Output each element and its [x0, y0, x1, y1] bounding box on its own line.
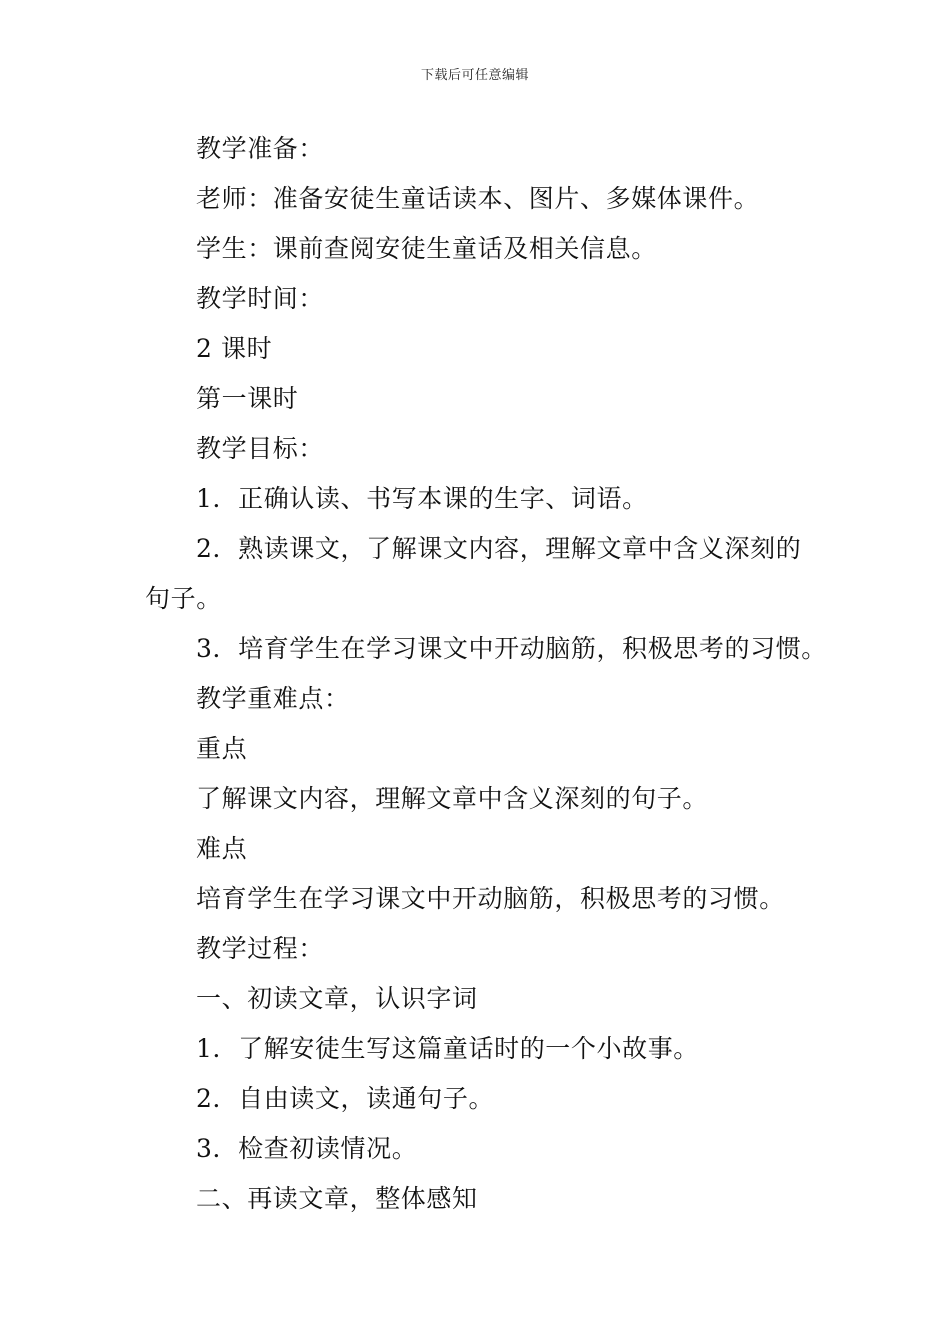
section-heading-key-difficult-points: 教学重难点： [196, 684, 350, 713]
paragraph-lesson-count: 2 课时 [196, 334, 273, 363]
objective-item-2-continued: 句子。 [145, 584, 222, 613]
process-step-1-item-2: 2．自由读文，读通句子。 [196, 1084, 495, 1113]
paragraph-difficult-point: 培育学生在学习课文中开动脑筋，积极思考的习惯。 [196, 884, 785, 913]
subheading-difficult-point: 难点 [196, 834, 248, 863]
section-heading-process: 教学过程： [196, 934, 325, 963]
section-heading-time: 教学时间： [196, 284, 325, 313]
process-step-1-item-3: 3．检查初读情况。 [196, 1134, 418, 1163]
paragraph-teacher-preparation: 老师：准备安徒生童话读本、图片、多媒体课件。 [196, 184, 760, 213]
section-heading-preparation: 教学准备： [196, 134, 325, 163]
subheading-key-point: 重点 [196, 734, 248, 763]
document-body [145, 124, 825, 1224]
section-heading-objectives: 教学目标： [196, 434, 325, 463]
section-heading-first-lesson: 第一课时 [196, 384, 299, 413]
paragraph-key-point: 了解课文内容，理解文章中含义深刻的句子。 [196, 784, 709, 813]
page-header: 下载后可任意编辑 [420, 68, 529, 83]
objective-item-3: 3．培育学生在学习课文中开动脑筋，积极思考的习惯。 [196, 634, 827, 663]
paragraph-student-preparation: 学生：课前查阅安徒生童话及相关信息。 [196, 234, 657, 263]
process-step-1-item-1: 1．了解安徒生写这篇童话时的一个小故事。 [196, 1034, 699, 1063]
process-step-2-heading: 二、再读文章，整体感知 [196, 1184, 478, 1213]
objective-item-1: 1．正确认读、书写本课的生字、词语。 [196, 484, 648, 513]
objective-item-2: 2．熟读课文，了解课文内容，理解文章中含义深刻的 [196, 534, 802, 563]
process-step-1-heading: 一、初读文章，认识字词 [196, 984, 478, 1013]
